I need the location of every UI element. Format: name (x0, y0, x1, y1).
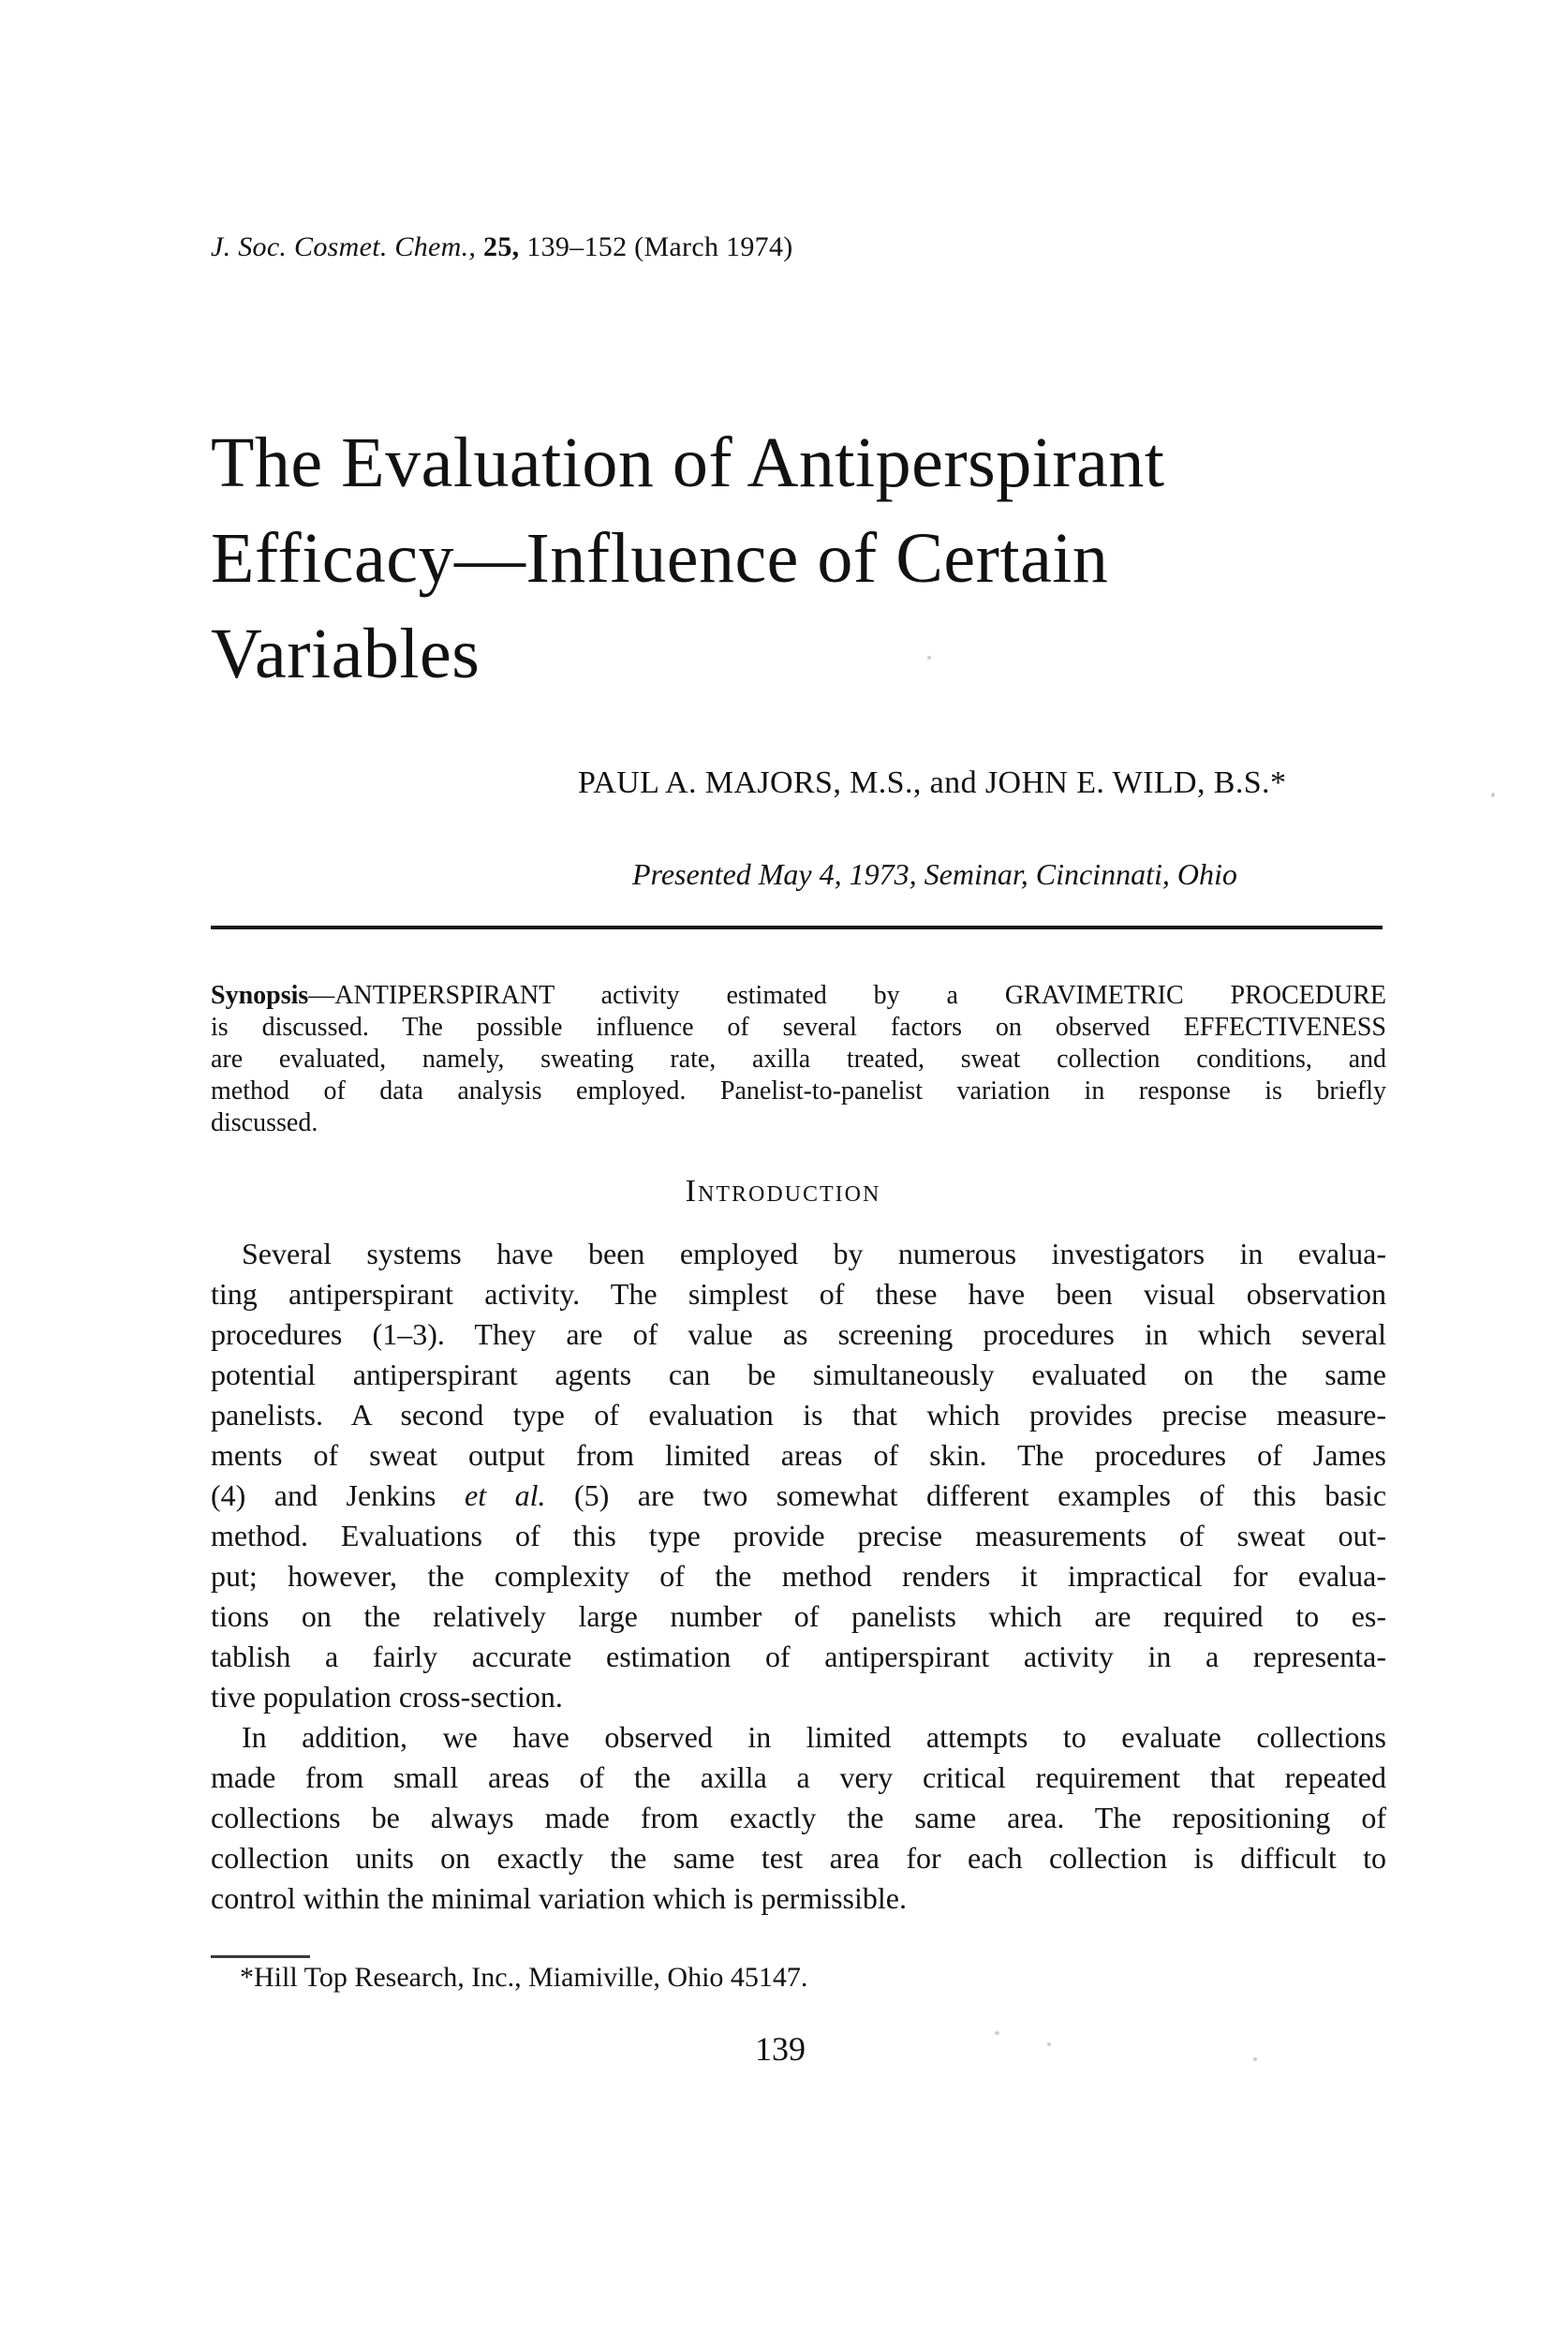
body-line: panelists. A second type of evaluation is that which provides precise measure- (211, 1398, 1386, 1432)
body-line: tablish a fairly accurate estimation of antiperspirant activity in a representa- (211, 1640, 1386, 1673)
footnote: *Hill Top Research, Inc., Miamiville, Ohio 45147. (240, 1962, 808, 1993)
synopsis-label: Synopsis (211, 981, 309, 1010)
journal-name: J. Soc. Cosmet. Chem., (211, 231, 477, 262)
page-number: 139 (755, 2030, 806, 2068)
footnote-rule (211, 1955, 310, 1958)
body-line: In addition, we have observed in limited attempts to evaluate collections (242, 1720, 1386, 1754)
body-line: collections be always made from exactly the same area. The repositioning of (211, 1801, 1386, 1834)
scan-artifact (1047, 2042, 1051, 2046)
synopsis-block (211, 980, 1386, 1139)
article-title-line: The Evaluation of Antiperspirant (211, 423, 1165, 502)
section-heading-introduction: Introduction (685, 1174, 881, 1209)
journal-pages-date: 139–152 (March 1974) (526, 231, 793, 262)
scan-artifact (995, 2031, 999, 2035)
body-line: made from small areas of the axilla a very critical requirement that repeated (211, 1760, 1386, 1794)
synopsis-line: discussed. (211, 1108, 318, 1137)
body-line: put; however, the complexity of the method renders it impractical for evalua- (211, 1559, 1386, 1593)
article-title-line: Efficacy—Influence of Certain (211, 519, 1109, 598)
body-line: collection units on exactly the same test area for each collection is difficult to (211, 1841, 1386, 1875)
body-line: control within the minimal variation which is permissible. (211, 1881, 907, 1915)
body-line: tive population cross-section. (211, 1680, 563, 1714)
synopsis-line (211, 980, 1386, 1012)
presented-line: Presented May 4, 1973, Seminar, Cincinnati, Ohio (632, 857, 1237, 891)
body-line: procedures (1–3). They are of value as screening procedures in which several (211, 1317, 1386, 1351)
divider-rule (211, 926, 1383, 929)
body-paragraph-2 (211, 1717, 1386, 1919)
synopsis-first-line-rest: —ANTIPERSPIRANT activity estimated by a GRAVIMETRIC PROCEDURE (308, 981, 1386, 1010)
body-line: tions on the relatively large number of panelists which are required to es- (211, 1599, 1386, 1633)
article-title-line: Variables (211, 615, 481, 693)
authors-line: PAUL A. MAJORS, M.S., and JOHN E. WILD, B.S.* (578, 765, 1287, 800)
synopsis-lines (211, 1012, 1386, 1139)
body-line: ments of sweat output from limited areas of skin. The procedures of James (211, 1438, 1386, 1472)
article-title (211, 415, 1391, 702)
journal-volume: 25, (483, 231, 520, 262)
synopsis-line: method of data analysis employed. Panelist-to-panelist variation in response is briefly (211, 1076, 1386, 1106)
journal-reference (211, 230, 793, 264)
scan-artifact (927, 656, 931, 660)
synopsis-line: is discussed. The possible influence of several factors on observed EFFECTIVENESS (211, 1013, 1386, 1042)
scan-artifact (1253, 2057, 1257, 2061)
body-line: ting antiperspirant activity. The simplest of these have been visual observation (211, 1277, 1386, 1311)
body-paragraph-1 (211, 1234, 1386, 1717)
body-line: potential antiperspirant agents can be simultaneously evaluated on the same (211, 1358, 1386, 1391)
body-line: method. Evaluations of this type provide precise measurements of sweat out- (211, 1519, 1386, 1552)
body-line: Several systems have been employed by numerous investigators in evalua- (242, 1237, 1386, 1270)
body-line: (4) and Jenkins et al. (5) are two somewhat different examples of this basic (211, 1478, 1387, 1512)
synopsis-line: are evaluated, namely, sweating rate, axilla treated, sweat collection conditions, and (211, 1045, 1386, 1074)
scan-artifact (1491, 793, 1495, 797)
